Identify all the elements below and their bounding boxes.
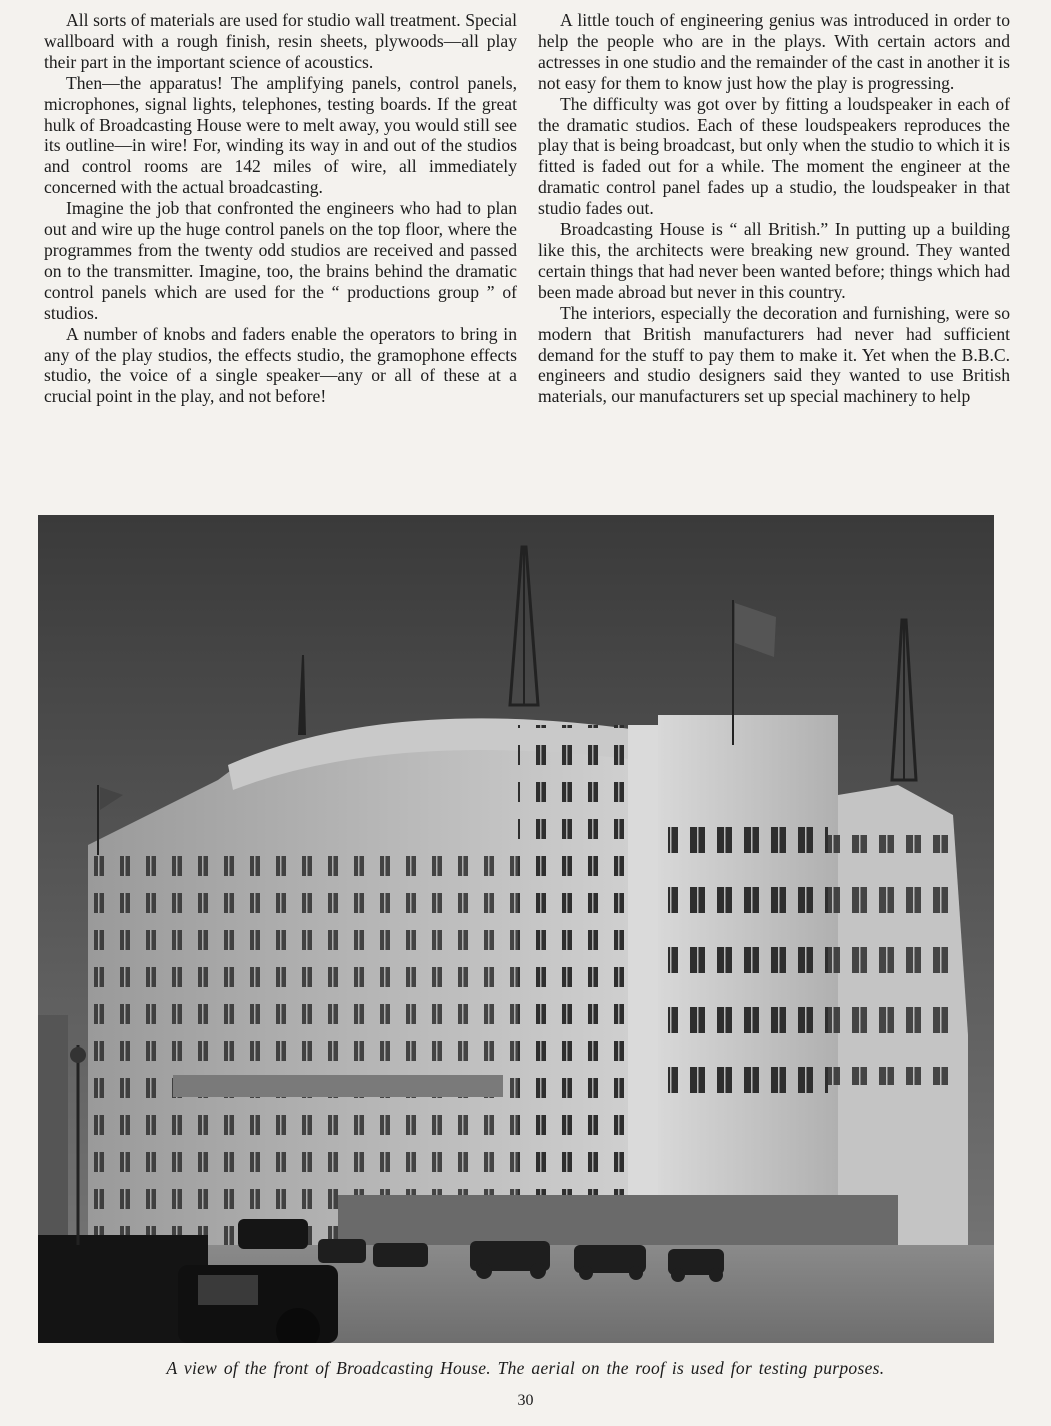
paragraph: Broadcasting House is “ all British.” In putting up a building like this, the architects were breaking new ground. They wanted certain things that had never been wanted before; things which had been made abroad but never in this country. bbox=[538, 219, 1010, 302]
paragraph: Imagine the job that confronted the engineers who had to plan out and wire up the huge control panels on the top floor, where the programmes from the twenty odd studios are received and passed on to the transmitter. Imagine, too, the brains behind the dramatic control panels which are used for the “ productions group ” of studios. bbox=[44, 198, 517, 323]
right-text-column bbox=[538, 10, 1010, 407]
page-number: 30 bbox=[517, 1392, 534, 1409]
photo-caption: A view of the front of Broadcasting House. The aerial on the roof is used for testing purposes. bbox=[166, 1358, 885, 1378]
paragraph: The interiors, especially the decoration and furnishing, were so modern that British manufacturers had never had sufficient demand for the stuff to pay them to make it. Yet when the B.B.C. engineers and studio designers said they wanted to use British materials, our manufacturers set up special machinery to help bbox=[538, 302, 1010, 407]
paragraph: Then—the apparatus! The amplifying panels, control panels, microphones, signal lights, telephones, testing boards. If the great hulk of Broadcasting House were to melt away, you would still see its outline—in wire! For, winding its way in and out of the studios and control rooms are 142 miles of wire, all immediately concerned with the actual broadcasting. bbox=[44, 72, 517, 198]
paragraph: A little touch of engineering genius was introduced in order to help the people who are in the plays. With certain actors and actresses in one studio and the remainder of the cast in another it is not easy for them to know just how the play is progressing. bbox=[538, 10, 1010, 93]
paragraph: All sorts of materials are used for studio wall treatment. Special wallboard with a rough finish, resin sheets, plywoods—all play their part in the important science of acoustics. bbox=[44, 10, 517, 72]
paragraph: A number of knobs and faders enable the operators to bring in any of the play studios, the effects studio, the gramophone effects studio, the voice of a single speaker—any or all of these at a crucial point in the play, and not before! bbox=[44, 323, 517, 407]
broadcasting-house-photograph bbox=[38, 515, 994, 1343]
paragraph: The difficulty was got over by fitting a loudspeaker in each of the dramatic studios. Each of these loudspeakers reproduces the play that is being broadcast, but only when the studio to which it is fitted is faded out for a while. The moment the engineer at the dramatic control panel fades up a studio, the loudspeaker in that studio fades out. bbox=[538, 93, 1010, 219]
left-text-column bbox=[44, 10, 517, 407]
